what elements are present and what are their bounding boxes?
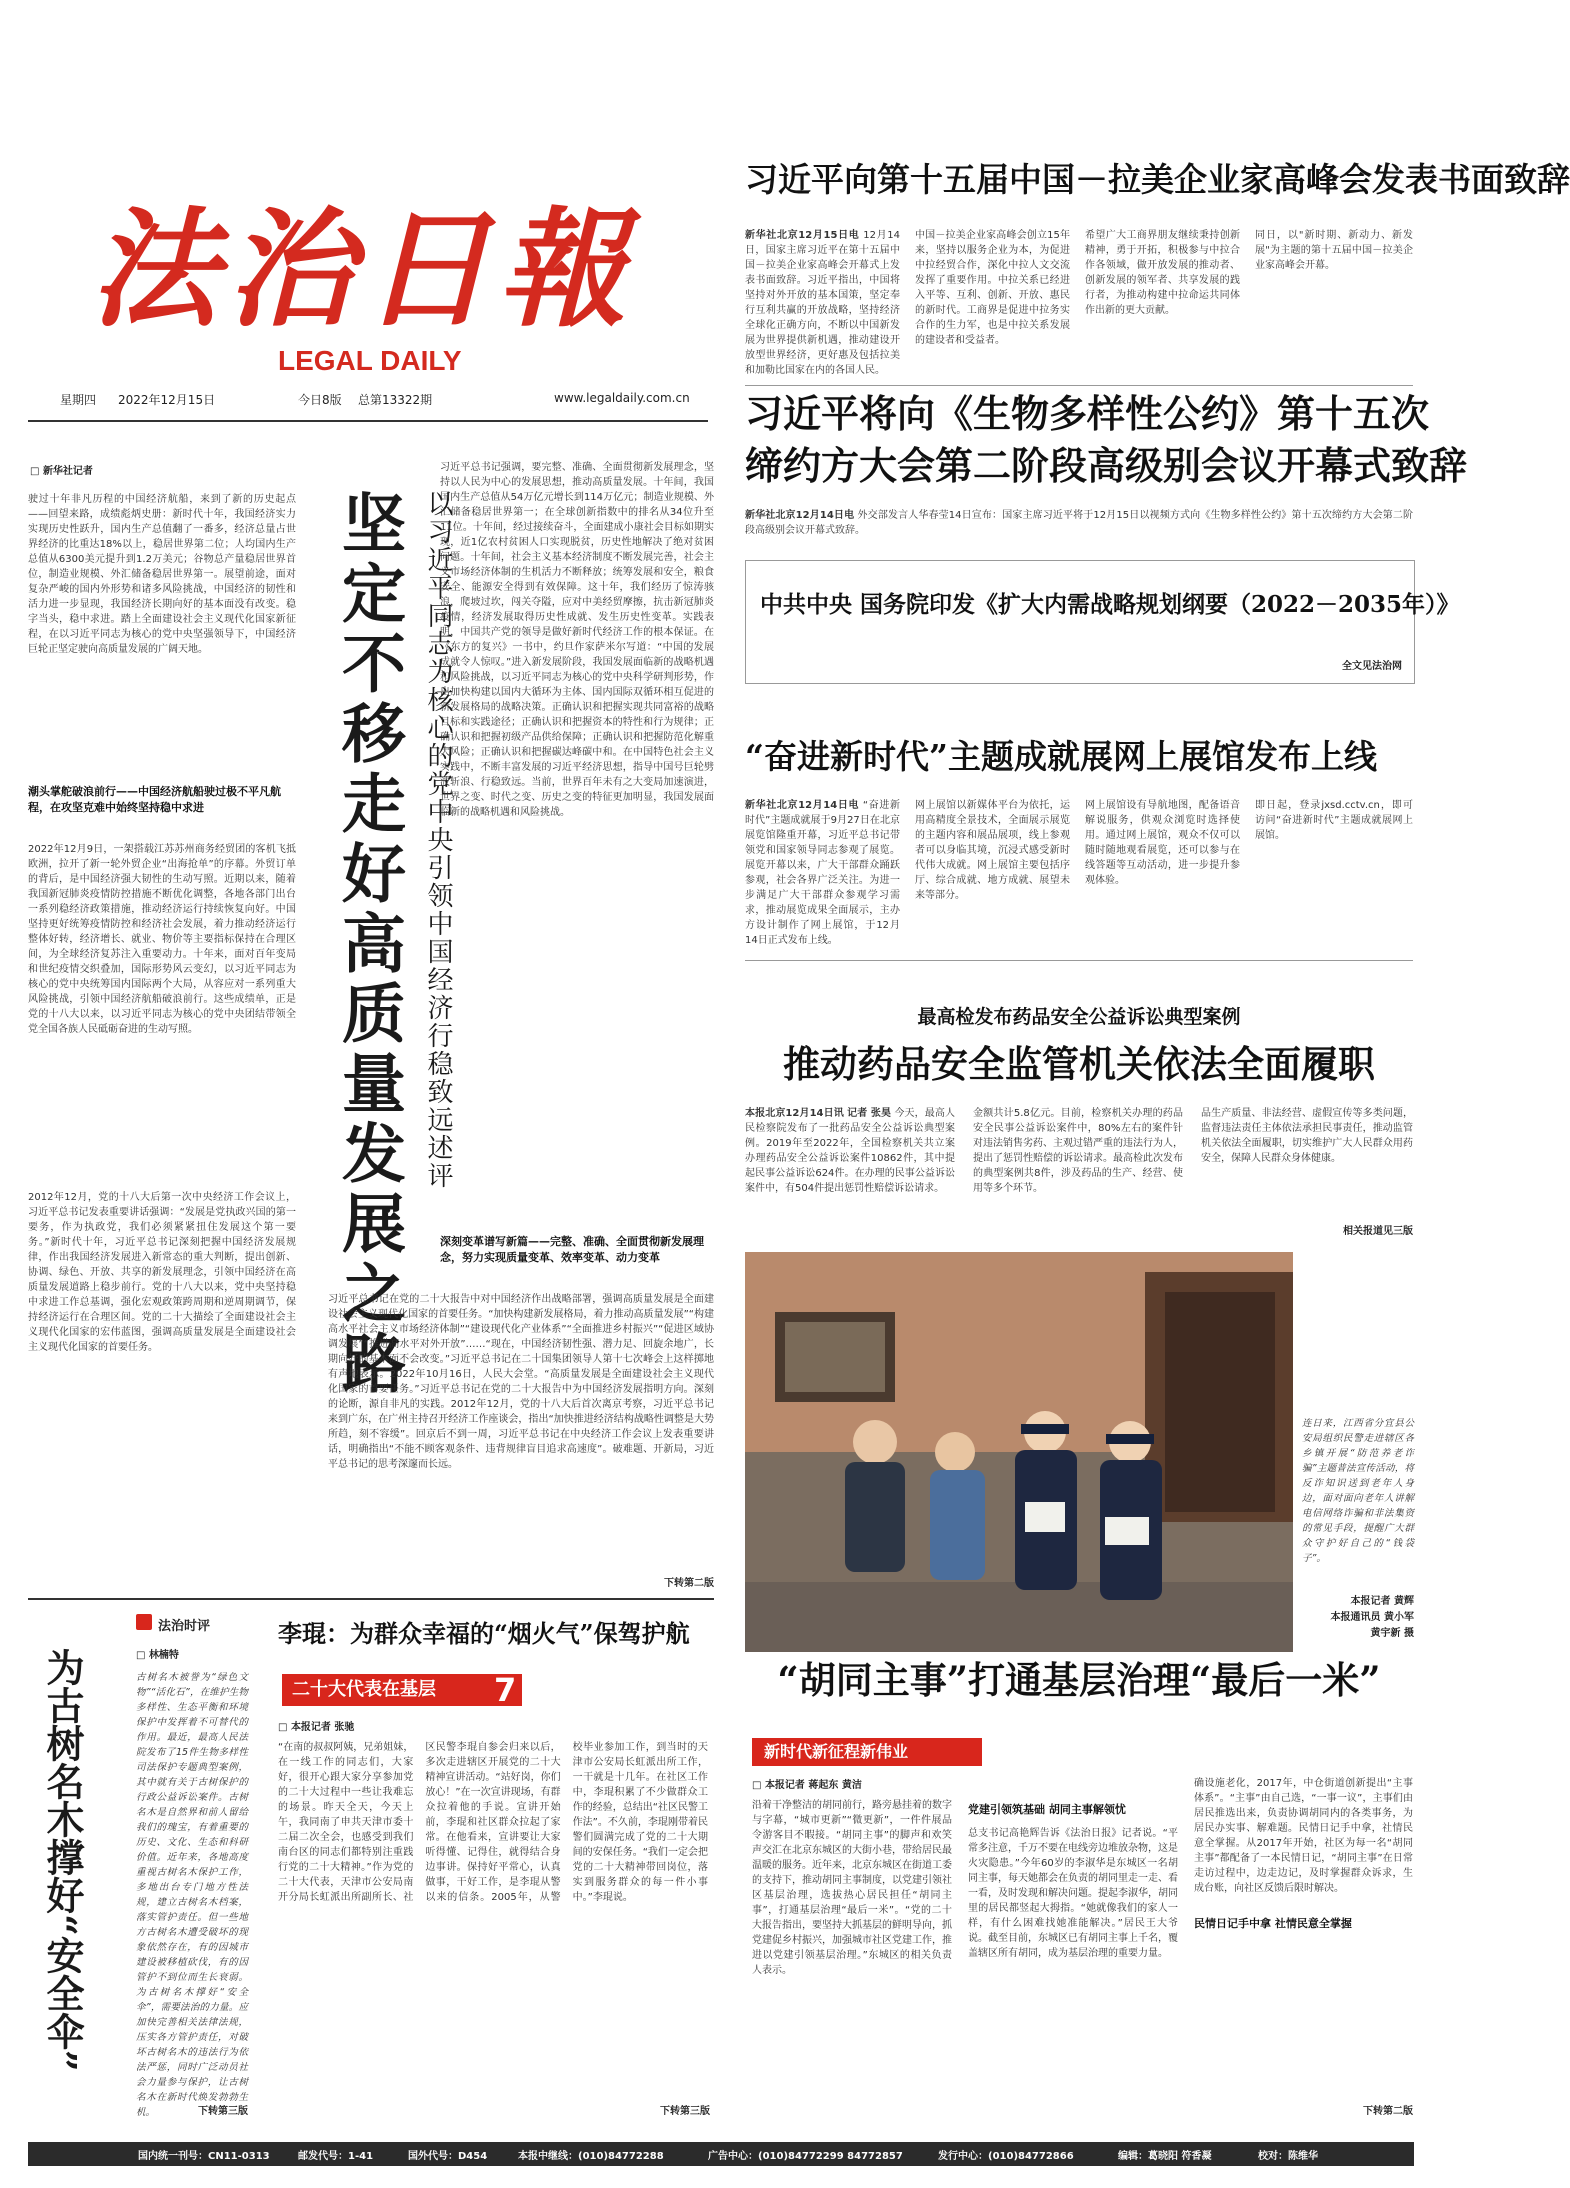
footer-cn: 国内统一刊号：CN11-0313: [138, 2151, 270, 2162]
liyu-story-byline-bullet: □: [278, 1722, 291, 1733]
commentary-label: 法治时评: [158, 1619, 211, 1634]
lead-story-p2: 2022年12月9日，一架搭载江苏苏州商务经贸团的客机飞抵欧洲，拉开了新一轮外贸企业“出海抢单”的序幕。外贸订单的背后，是中国经济强大韧性的生动写照。近期以来，随着我国新冠肺炎疫情防控措施不断优化调整，各地各部门出台一系列稳经济政策措施，推动经济运行持续恢复向好。中国坚持更好统筹疫情防控和经济社会发展，着力推动经济运行整体好转，经济增长、就业、物价等主要指标保持在合理区间，为全球经济复苏注入重要动力。十年来，面对百年变局和世纪疫情交织叠加，国际形势风云变幻，以习近平同志为核心的党中央统筹国内国际两个大局，从容应对一系列重大风险挑战，引领中国经济航船破浪前行。这些成绩单，正是党的十八大以来，以习近平同志为核心的党中央团结带领全党全国各族人民砥砺奋进的生动写照。: [28, 844, 296, 1035]
footer-distribution: 发行中心：(010)84772866: [938, 2151, 1074, 2162]
masthead-issue: 总第13322期: [358, 393, 433, 407]
masthead-weekday: 星期四: [60, 393, 97, 407]
expo-story-body: [745, 798, 1413, 948]
liyu-story-column-banner: [282, 1671, 522, 1709]
liyu-story: [270, 1608, 714, 2118]
lead-story-headline-sub: 以习近平同志为核心的党中央引领中国经济行稳致远述评: [423, 490, 453, 1190]
footer-postcode: 邮发代号：1-41: [298, 2151, 374, 2162]
lead-story-p1: 驶过十年非凡历程的中国经济航船，来到了新的历史起点——回望来路，成绩彪炳史册：新时代十年，我国经济实力实现历史性跃升，国内生产总值翻了一番多，经济总量占世界经济的比重达18%以上，稳居世界第二位；人均国内生产总值从6300美元提升到1.2万美元；谷物总产量稳居世界首位，制造业规模、外汇储备稳居世界第一。展望前途，面对复杂严峻的国内外形势和诸多风险挑战，中国经济的韧性和活力进一步显现，我国经济长期向好的基本面没有改变。稳字当头，稳中求进。踏上全面建设社会主义现代化国家新征程，在以习近平同志为核心的党中央坚强领导下，中国经济巨轮正坚定驶向高质量发展的广阔天地。: [28, 494, 296, 655]
top-story-divider: [745, 385, 1413, 386]
photo-caption: 连日来，江西省分宜县公安局组织民警走进辖区各乡镇开展“防范养老诈骗”主题普法宣传活动，将反诈知识送到老年人身边，面对面向老年人讲解电信网络诈骗和非法集资的常见手段，提醒广大群众守护好自己的“钱袋子”。: [1302, 1418, 1414, 1564]
news-photo: [745, 1252, 1293, 1652]
hutong-story-col-2: [968, 1776, 1178, 2118]
lead-story-p3: 2012年12月，党的十八大后第一次中央经济工作会议上，习近平总书记发表重要讲话强调：“发展是党执政兴国的第一要务，作为执政党，我们必须紧紧扭住发展这个第一要务。”新时代十年，习近平总书记深刻把握中国经济发展规律，作出我国经济发展进入新常态的重大判断，提出创新、协调、绿色、开放、共享的新发展理念，引领中国经济在高质量发展道路上稳步前行。党的十八大以来，党中央坚持稳中求进工作总基调，强化宏观政策跨周期和逆周期调节，保持经济运行在合理区间。党的二十大描绘了全面建设社会主义现代化国家的宏伟蓝图，强调高质量发展是全面建设社会主义现代化国家的首要任务。: [28, 1192, 296, 1353]
news-photo-scene: [745, 1252, 1293, 1652]
commentary-byline-text: 林楠特: [148, 1650, 179, 1661]
drug-story-headline: 推动药品安全监管机关依法全面履职: [783, 1042, 1375, 1086]
drug-story-body: [745, 1106, 1413, 1236]
hutong-story-headline: “胡同主事”打通基层治理“最后一米”: [777, 1658, 1381, 1702]
footer-overseas: 国外代号：D454: [408, 2151, 488, 2162]
top-story-col-3: 希望广大工商界朋友继续秉持创新精神，勇于开拓，积极参与中拉合作各领域，做开放发展的推动者、创新发展的领军者、共享发展的践行者，为推动构建中拉命运共同体作出新的更大贡献。: [1085, 230, 1240, 316]
liyu-story-body: “在南的叔叔阿姨，兄弟姐妹，在一线工作的同志们，大家好，很开心跟大家分享参加党的二十大过程中一些让我难忘的场景。昨天全天，今天上午，我同南了申共天津市委十二届二次全会，也感受到我们南台区的同志们都特别注重践行党的二十大精神。”作为党的二十大代表，天津市公安局南开分局长虹派出所副所长、社区民警李琨自参会归来以后，多次走进辖区开展党的二十大精神宣讲活动。“站好岗，你们放心！”在一次宣讲现场，有群众拉着他的手说。宣讲开始前，李琨和社区群众拉起了家常。在他看来，宣讲要让大家听得懂、记得住，就得结合身边事讲。保持好平常心，认真做事，干好工作，是李琨从警以来的信条。2005年，从警校毕业参加工作，到当时的天津市公安局长虹派出所工作，一干就是十几年。在社区工作中，李琨积累了不少做群众工作的经验，总结出“社区民警工作法”。不久前，李琨刚带着民警们圆满完成了党的二十大期间的安保任务。“我们一定会把党的二十大精神带回岗位，落实到服务群众的每一件小事中。”李琨说。: [278, 1742, 708, 1903]
top-story-col-4: 同日，以"新时期、新动力、新发展"为主题的第十五届中国－拉美企业家高峰会开幕。: [1255, 230, 1413, 271]
commentary-headline: 为古树名木撑好“安全伞”: [40, 1648, 85, 2072]
top-story-col-1: [745, 228, 900, 378]
boxed-story: [745, 560, 1460, 684]
commentary-body: 古树名木被誉为“绿色文物”“活化石”，在维护生物多样性、生态平衡和环境保护中发挥着不可替代的作用。最近，最高人民法院发布了15件生物多样性司法保护专题典型案例，其中就有关于古树保护的行政公益诉讼案件。古树名木是自然界和前人留给我们的瑰宝，有着重要的历史、文化、生态和科研价值。近年来，各地高度重视古树名木保护工作，多地出台专门地方性法规，建立古树名木档案，落实管护责任。但一些地方古树名木遭受破坏的现象依然存在，有的因城市建设被移植砍伐，有的因管护不到位而生长衰弱。为古树名木撑好“安全伞”，需要法治的力量。应加快完善相关法律法规，压实各方管护责任，对破坏古树名木的违法行为依法严惩，同时广泛动员社会力量参与保护，让古树名木在新时代焕发勃勃生机。: [136, 1672, 248, 2118]
drug-story-note: 相关报道见三版: [1343, 1226, 1413, 1237]
drug-story-col-1-text: 今天，最高人民检察院发布了一批药品安全公益诉讼典型案例。2019年至2022年，全国检察机关共立案办理药品安全公益诉讼案件10862件，其中提起民事公益诉讼624件。在办理的民事公益诉讼案件中，有504件提出惩罚性赔偿诉讼请求。: [745, 1108, 955, 1194]
hutong-story-body-2: 总支书记高艳辉告诉《法治日报》记者说。“平常多注意，千万不要在电线旁边堆放杂物，这是火灾隐患。”今年60岁的李淑华是东城区一名胡同主事，每天她都会在负责的胡同里走一走、看一看，及时发现和解决问题。提起李淑华，胡同里的居民都竖起大拇指。“她就像我们的家人一样，有什么困难找她准能解决。”居民王大爷说。截至目前，东城区已有胡同主事上千名，覆盖辖区所有胡同，成为基层治理的重要力量。: [968, 1828, 1178, 1959]
hutong-story-byline-text: 本报记者 蒋起东 黄洁: [764, 1780, 862, 1791]
second-story-headline-2: 缔约方大会第二阶段高级别会议开幕式致辞: [745, 443, 1468, 488]
drug-story-col-3: 品生产质量、非法经营、虚假宣传等多类问题，监督违法责任主体依法承担民事责任，推动监管机关依法全面履职，切实维护广大人民群众用药安全，保障人民群众身体健康。: [1201, 1108, 1413, 1164]
commentary-byline-bullet: □: [136, 1650, 149, 1661]
drug-story-reporter: 记者 张昊: [847, 1108, 892, 1119]
second-story-body: [745, 508, 1413, 540]
hutong-story-column-label: 新时代新征程新伟业: [764, 1742, 909, 1761]
hutong-story-body-3: 确设施老化，2017年，中仓街道创新提出“主事体系”。“主事”由自己选，“一事一议”，主事们由居民推选出来，负责协调胡同内的各类事务，为居民办实事、解难题。民情日记手中拿，社情民意全掌握。从2017年开始，社区为每一名“胡同主事”都配备了一本民情日记，“胡同主事”在日常走访过程中，边走边记，及时掌握群众诉求，生成台账，向社区反馈后限时解决。: [1194, 1778, 1413, 1894]
lead-story-headline-main: 坚定不移走好高质量发展之路: [331, 490, 406, 1400]
expo-story-col-2: 网上展馆以新媒体平台为依托，运用高精度全景技术，全面展示展览的主题内容和展品展项，线上参观者可以身临其境，沉浸式感受新时代伟大成就。网上展馆主要包括序厅、综合成就、地方成就、展望未来等部分。: [915, 800, 1070, 901]
masthead-title: 法治日報: [90, 195, 635, 345]
footer-ad: 广告中心：(010)84772299 84772857: [708, 2151, 903, 2162]
masthead-pages: 今日8版: [298, 393, 342, 407]
hutong-story-continue: 下转第二版: [1363, 2106, 1413, 2117]
hutong-story-body-3b: [1194, 1938, 1413, 2098]
liyu-story-byline-text: 本报记者 张驰: [290, 1722, 355, 1733]
footer-editors: 编辑：葛晓阳 符香凝: [1118, 2151, 1212, 2162]
expo-story-divider: [745, 960, 1413, 961]
commentary-continue: 下转第三版: [198, 2106, 248, 2117]
masthead-divider: [28, 420, 708, 422]
masthead-website[interactable]: www.legaldaily.com.cn: [554, 391, 690, 405]
expo-story-headline: “奋进新时代”主题成就展网上展馆发布上线: [745, 737, 1377, 776]
footer-hotline: 本报中继线：(010)84772288: [518, 2151, 664, 2162]
drug-story-col-2: 金额共计5.8亿元。目前，检察机关办理的药品安全民事公益诉讼案件中，80%左右的案件针对违法销售劣药、主观过错严重的违法行为人，提出了惩罚性赔偿的诉讼请求。最高检此次发布的典型案例共8件，涉及药品的生产、经营、使用等多个环节。: [973, 1108, 1183, 1194]
liyu-story-byline: [278, 1718, 354, 1733]
boxed-story-note: 全文见法治网: [1342, 661, 1402, 672]
byline-bullet: □: [30, 466, 43, 477]
liyu-story-continue: 下转第三版: [660, 2106, 710, 2117]
expo-story-col-3: 网上展馆设有导航地图，配备语音解说服务，供观众浏览时选择使用。通过网上展馆，观众不仅可以随时随地观看展览，还可以参与在线答题等互动活动，进一步提升参观体验。: [1085, 800, 1240, 886]
drug-story-dateline: 本报北京12月14日讯: [745, 1108, 844, 1119]
hutong-story-column-banner: [752, 1738, 982, 1766]
lead-story-p5: 习近平总书记在党的二十大报告中对中国经济作出战略部署，强调高质量发展是全面建设社会主义现代化国家的首要任务。“加快构建新发展格局，着力推动高质量发展”“构建高水平社会主义市场经济体制”“建设现代化产业体系”“全面推进乡村振兴”“促进区域协调发展”“推进高水平对外开放”……“现在，中国经济韧性强、潜力足、回旋余地广，长期向好的基本面不会改变。”习近平总书记在二十国集团领导人第十七次峰会上这样掷地有声地表示。2022年10月16日，人民大会堂。“高质量发展是全面建设社会主义现代化国家的首要任务。”习近平总书记在党的二十大报告中为中国经济发展指明方向。深刻的论断，源自非凡的实践。2012年12月，党的十八大后首次离京考察，习近平总书记来到广东，在广州主持召开经济工作座谈会，指出“加快推进经济结构战略性调整是大势所趋，刻不容缓”。回京后不到一周，习近平总书记在中央经济工作会议上发表重要讲话，明确指出“不能不顾客观条件、违背规律盲目追求高速度”。破难题、开新局，习近平总书记的思考深邃而长远。: [328, 1294, 714, 1470]
hutong-story-subhead-2: 民情日记手中拿 社情民意全掌握: [1194, 1917, 1352, 1930]
second-story-dateline: 新华社北京12月14日电: [745, 510, 855, 521]
drug-story-kicker: 最高检发布药品安全公益诉讼典型案例: [917, 1006, 1241, 1028]
second-story-headline-1: 习近平将向《生物多样性公约》第十五次: [745, 391, 1430, 436]
drug-story-col-1: [745, 1106, 955, 1236]
expo-story-col-1: [745, 798, 900, 948]
expo-story-col-1-text: “奋进新时代”主题成就展于9月27日在北京展览馆隆重开幕，习近平总书记带领党和国家领导同志参观了展览。展览开幕以来，广大干部群众踊跃参观，社会各界广泛关注。为进一步满足广大干部群众参观学习需求，推动展览成果全面展示，主办方设计制作了网上展馆，于12月14日正式发布上线。: [745, 800, 900, 946]
mid-divider: [28, 1598, 714, 1600]
liyu-story-headline: 李琨：为群众幸福的“烟火气”保驾护航: [278, 1619, 690, 1648]
footer-bar: [28, 2142, 1414, 2166]
top-story-col-2: 中国－拉美企业家高峰会创立15年来，坚持以服务企业为本，为促进中拉经贸合作，深化中拉人文交流发挥了重要作用。中拉关系已经进入平等、互利、创新、开放、惠民的新时代。工商界是促进中拉务实合作的生力军，也是中拉关系发展的建设者和受益者。: [915, 230, 1070, 346]
boxed-story-headline: 中共中央 国务院印发《扩大内需战略规划纲要（2022－2035年）》: [760, 591, 1460, 618]
masthead-subtitle: LEGAL DAILY: [278, 345, 462, 376]
hutong-story-body-1: 沿着干净整洁的胡同前行，路旁悬挂着的数字与字幕，“城市更新”“微更新”，一件件展品令游客目不暇接。“胡同主事”的脚声和欢笑声交汇在北京东城区的大街小巷，带给居民最温暖的服务。近年来，北京东城区在街道工委的支持下，推动胡同主事制度，以党建引领社区基层治理，选拔热心居民担任“胡同主事”，打通基层治理“最后一米”。“党的二十大报告指出，要坚持大抓基层的鲜明导向，抓党建促乡村振兴，加强城市社区党建工作，推进以党建引领基层治理。”东城区的相关负责人表示。: [752, 1800, 952, 1976]
lead-story-byline-text: 新华社记者: [42, 466, 93, 477]
commentary-label-box: [136, 1612, 246, 1634]
expo-story-dateline: 新华社北京12月14日电: [745, 800, 860, 811]
lead-story-p4: 习近平总书记强调，要完整、准确、全面贯彻新发展理念，坚持以人民为中心的发展思想，推动高质量发展。十年间，我国国内生产总值从54万亿元增长到114万亿元；制造业规模、外汇储备稳居世界第一；在全球创新指数中的排名从34位升至11位。十年间，经过接续奋斗，全面建成小康社会目标如期实现，近1亿农村贫困人口实现脱贫，历史性地解决了绝对贫困问题。十年间，社会主义基本经济制度不断发展完善，社会主义市场经济体制的生机活力不断释放；统筹发展和安全，粮食安全、能源安全得到有效保障。这十年，我们经历了惊涛骇浪，爬坡过坎，闯关夺隘，应对中美经贸摩擦，抗击新冠肺炎疫情，经济发展取得历史性成就、发生历史性变革。实践表明，中国共产党的领导是做好新时代经济工作的根本保证。在《东方的复兴》一书中，约旦作家萨米尔写道：“中国的发展成就令人惊叹。”进入新发展阶段，我国发展面临新的战略机遇和风险挑战，以习近平同志为核心的党中央科学研判形势，作出加快构建以国内大循环为主体、国内国际双循环相互促进的新发展格局的战略决策。正确认识和把握实现共同富裕的战略目标和实践途径；正确认识和把握资本的特性和行为规律；正确认识和把握初级产品供给保障；正确认识和把握防范化解重大风险；正确认识和把握碳达峰碳中和。在中国特色社会主义实践中，不断丰富发展的习近平经济思想，指导中国号巨轮劈波斩浪、行稳致远。当前，世界百年未有之大变局加速演进，世界之变、时代之变、历史之变的特征更加明显，我国发展面临新的战略机遇和风险挑战。: [440, 462, 714, 818]
top-story-col-1-text: 12月14日，国家主席习近平在第十五届中国－拉美企业家高峰会开幕式上发表书面致辞。习近平指出，中国将坚持对外开放的基本国策，坚定奉行互利共赢的开放战略，坚持经济全球化正确方向，不断以中国新发展为世界提供新机遇，推动建设开放型世界经济，更好惠及包括拉美和加勒比国家在内的各国人民。: [745, 230, 900, 376]
top-story-headline: 习近平向第十五届中国－拉美企业家高峰会发表书面致辞: [745, 160, 1570, 199]
commentary: [28, 1608, 248, 2118]
footer-proof: 校对：陈维华: [1258, 2151, 1318, 2162]
photo-credit-2: 本报通讯员 黄小军: [1330, 1612, 1414, 1623]
expo-story-col-4: 即日起，登录jxsd.cctv.cn，即可访问“奋进新时代”主题成就展网上展馆。: [1255, 800, 1413, 841]
lead-story: [28, 462, 714, 1594]
lead-story-subhead-1: 潮头掌舵破浪前行——中国经济航船驶过极不平凡航程，在攻坚克难中始终坚持稳中求进: [28, 785, 281, 814]
hutong-story-subhead-1: 党建引领筑基础 胡同主事解领忧: [968, 1803, 1126, 1816]
lead-story-subhead-2: 深刻变革谱写新篇——完整、准确、全面贯彻新发展理念，努力实现质量变革、效率变革、动力变革: [440, 1235, 704, 1264]
lead-story-byline: [30, 462, 93, 477]
masthead: [28, 195, 698, 465]
top-story-dateline: 新华社北京12月15日电: [745, 230, 860, 241]
photo-credit-1: 本报记者 黄辉: [1350, 1596, 1414, 1607]
hutong-story-col-3: [1194, 1776, 1413, 2118]
banner-mark-icon: 7: [494, 1671, 517, 1709]
hutong-story-byline-bullet: □: [752, 1780, 765, 1791]
second-story-text: 外交部发言人华春莹14日宣布：国家主席习近平将于12月15日以视频方式向《生物多样性公约》第十五次缔约方大会第二阶段高级别会议开幕式致辞。: [745, 510, 1413, 536]
top-story-body: [745, 228, 1413, 378]
photo-credit-3: 黄宇新 摄: [1370, 1628, 1414, 1639]
commentary-label-icon: [136, 1614, 152, 1630]
lead-story-continue: 下转第二版: [664, 1578, 714, 1589]
liyu-story-column-label: 二十大代表在基层: [292, 1679, 436, 1700]
hutong-story-byline: [752, 1776, 862, 1791]
masthead-date: 2022年12月15日: [118, 393, 216, 407]
commentary-byline: [136, 1646, 179, 1661]
